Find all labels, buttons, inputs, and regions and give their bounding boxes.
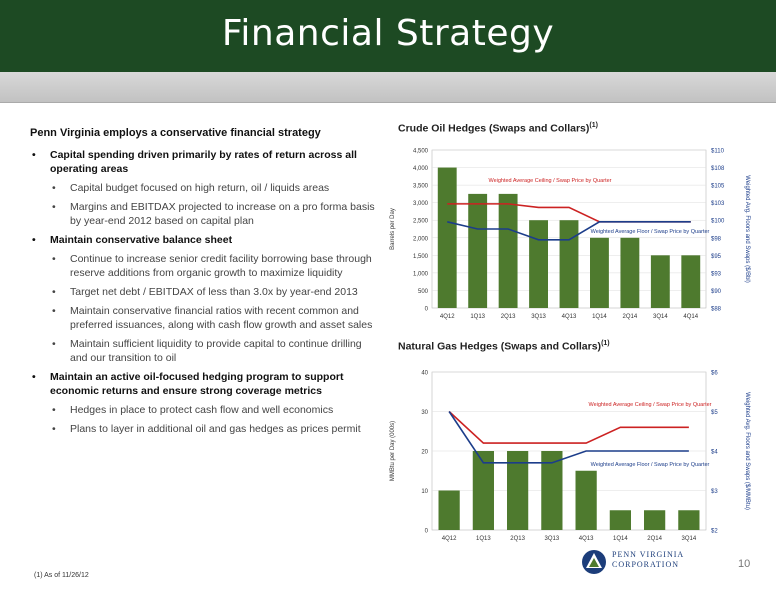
oil-ylabel: Barrels per Day <box>390 208 396 250</box>
oil-y2tick-label: $100 <box>711 218 725 225</box>
gas-bar <box>678 510 699 530</box>
gas-xtick-label: 1Q13 <box>476 536 491 542</box>
gas-y2tick-label: $3 <box>711 489 718 495</box>
oil-ytick-label: 3,500 <box>412 183 428 190</box>
oil-xtick-label: 1Q14 <box>592 314 607 320</box>
gas-xtick-label: 1Q14 <box>613 536 628 542</box>
sub-bullet: • Maintain sufficient liquidity to provide capital to continue drilling and our transition to oil <box>30 337 380 365</box>
gas-bar <box>439 491 460 531</box>
logo-text-line2: CORPORATION <box>612 560 680 569</box>
page-number: 10 <box>738 558 751 570</box>
oil-ytick-label: 4,000 <box>412 166 428 173</box>
oil-bar <box>529 220 548 308</box>
logo-text-line1: PENN VIRGINIA <box>612 550 685 559</box>
oil-bar <box>560 220 579 308</box>
oil-y2tick-label: $88 <box>711 306 722 313</box>
gas-chart-title <box>398 340 610 353</box>
gas-ylabel: MMBtu per Day (000s) <box>390 420 396 482</box>
title-underbar <box>0 72 776 103</box>
oil-chart-title-sup: (1) <box>589 122 598 129</box>
strategy-heading: Penn Virginia employs a conservative financial strategy <box>30 127 321 139</box>
oil-chart-title-text: Crude Oil Hedges (Swaps and Collars) <box>398 122 590 135</box>
oil-ytick-label: 4,500 <box>412 148 428 155</box>
oil-y2tick-label: $90 <box>711 288 722 295</box>
gas-y2tick-label: $5 <box>711 410 718 416</box>
oil-ytick-label: 2,500 <box>412 218 428 225</box>
gas-xtick-label: 4Q12 <box>441 536 457 542</box>
oil-bar <box>499 194 518 308</box>
gas-ytick-label: 10 <box>421 489 428 495</box>
footnote: (1) As of 11/26/12 <box>34 572 89 579</box>
sub-bullet: • Maintain conservative financial ratios with recent common and preferred issuances, along with cash flow growth and asset sales <box>30 304 380 332</box>
strategy-text <box>30 126 380 436</box>
gas-bar <box>644 510 665 530</box>
gas-y2label: Weighted Avg. Floors and Swaps ($/MMBtu) <box>744 392 750 510</box>
oil-legend-floor: Weighted Average Floor / Swap Price by Quarter <box>590 229 710 235</box>
oil-xtick-label: 4Q14 <box>683 314 699 320</box>
oil-y2tick-label: $98 <box>711 236 722 243</box>
sub-bullet: • Plans to layer in additional oil and gas hedges as prices permit <box>30 422 380 436</box>
oil-ytick-label: 1,500 <box>412 253 428 260</box>
title-banner <box>0 0 776 72</box>
oil-xtick-label: 4Q13 <box>561 314 577 320</box>
oil-legend-ceiling: Weighted Average Ceiling / Swap Price by Quarter <box>488 178 612 184</box>
oil-bar <box>590 238 609 308</box>
gas-bar <box>576 471 597 530</box>
oil-y2label: Weighted Avg. Floors and Swaps ($/Bbl) <box>744 175 750 283</box>
oil-y2tick-label: $93 <box>711 271 722 278</box>
sub-bullet: • Margins and EBITDAX projected to increase on a pro forma basis by year-end 2012 based on capital plan <box>30 200 380 228</box>
oil-y2tick-label: $105 <box>711 183 725 190</box>
oil-xtick-label: 3Q14 <box>652 314 668 320</box>
oil-xtick-label: 3Q13 <box>531 314 546 320</box>
gas-bar <box>610 510 631 530</box>
gas-chart-title-text: Natural Gas Hedges (Swaps and Collars) <box>398 340 602 353</box>
bullet-hedging: • Maintain an active oil-focused hedging program to support economic returns and ensure strong coverage metrics <box>30 370 380 398</box>
oil-bar <box>438 168 457 308</box>
oil-ytick-label: 2,000 <box>412 236 428 243</box>
oil-xtick-label: 2Q14 <box>622 314 638 320</box>
gas-ytick-label: 0 <box>424 528 428 535</box>
gas-xtick-label: 2Q14 <box>647 536 662 542</box>
oil-bar <box>620 238 639 308</box>
oil-y2tick-label: $103 <box>711 201 725 208</box>
gas-legend-floor: Weighted Average Floor / Swap Price by Quarter <box>590 462 710 468</box>
company-logo <box>580 548 700 576</box>
oil-ytick-label: 500 <box>417 288 428 295</box>
gas-hedges-chart <box>380 362 756 552</box>
gas-legend-ceiling: Weighted Average Ceiling / Swap Price by Quarter <box>588 402 712 408</box>
gas-xtick-label: 3Q13 <box>544 536 560 542</box>
oil-bar <box>651 255 670 308</box>
bullet-capital-spending: • Capital spending driven primarily by rates of return across all operating areas <box>30 148 380 176</box>
oil-hedges-chart <box>380 140 756 330</box>
gas-y2tick-label: $6 <box>711 370 718 377</box>
gas-ytick-label: 30 <box>421 410 428 416</box>
oil-xtick-label: 2Q13 <box>500 314 516 320</box>
gas-xtick-label: 4Q13 <box>578 536 594 542</box>
oil-y2tick-label: $110 <box>711 148 724 155</box>
oil-chart-title <box>398 122 598 135</box>
oil-ytick-label: 1,000 <box>412 271 428 278</box>
sub-bullet: • Target net debt / EBITDAX of less than 3.0x by year-end 2013 <box>30 285 380 299</box>
oil-ytick-label: 3,000 <box>412 201 428 208</box>
logo-mark-icon <box>580 548 608 576</box>
gas-ytick-label: 40 <box>421 370 428 377</box>
oil-y2tick-label: $108 <box>711 166 725 173</box>
gas-chart-title-sup: (1) <box>601 340 610 347</box>
page-title: Financial Strategy <box>221 13 555 54</box>
gas-y2tick-label: $4 <box>711 449 718 456</box>
sub-bullet: • Continue to increase senior credit facility borrowing base through reserve additions from organic growth to maximize liquidity <box>30 252 380 280</box>
oil-bar <box>468 194 487 308</box>
oil-bar <box>681 255 700 308</box>
oil-xtick-label: 1Q13 <box>470 314 486 320</box>
gas-ytick-label: 20 <box>421 449 428 456</box>
gas-y2tick-label: $2 <box>711 528 718 535</box>
oil-xtick-label: 4Q12 <box>439 314 455 320</box>
gas-xtick-label: 2Q13 <box>510 536 525 542</box>
sub-bullet: • Hedges in place to protect cash flow and well economics <box>30 403 380 417</box>
oil-y2tick-label: $95 <box>711 253 722 260</box>
sub-bullet: • Capital budget focused on high return, oil / liquids areas <box>30 181 380 195</box>
bullet-balance-sheet: • Maintain conservative balance sheet <box>30 233 380 247</box>
oil-ytick-label: 0 <box>424 306 428 313</box>
gas-xtick-label: 3Q14 <box>681 536 697 542</box>
